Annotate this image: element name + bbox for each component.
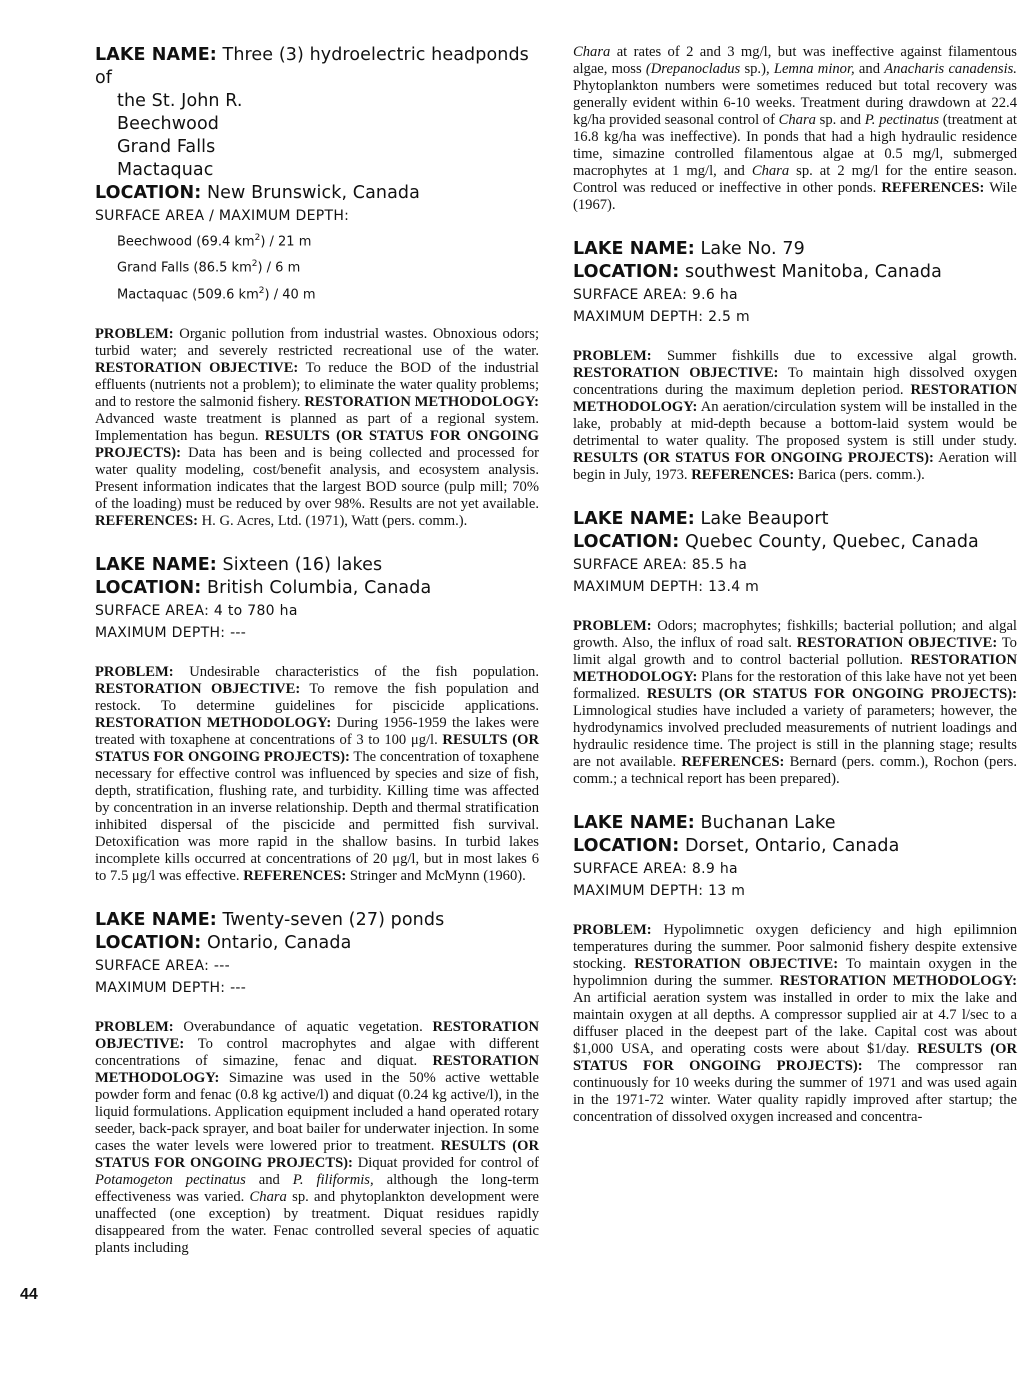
- entry-sixteen-lakes: [95, 554, 539, 885]
- lake-name-line: LAKE NAME: Three (3) hydroelectric headponds of: [95, 45, 529, 88]
- max-depth-line: MAXIMUM DEPTH: 2.5 m: [573, 309, 750, 325]
- sub-lake: Mactaquac: [117, 160, 214, 180]
- right-column: [573, 44, 1017, 1126]
- max-depth-line: MAXIMUM DEPTH: 13 m: [573, 883, 746, 899]
- location-line: LOCATION: Dorset, Ontario, Canada: [573, 836, 900, 856]
- entry-body: PROBLEM: Undesirable characteristics of the fish population. RESTORATION OBJECTIVE: To remove the fish population and restock. To determine guidelines for piscicide applications. RESTORATION METHODOLOGY: During 1956-1959 the lakes were treated with toxaphene at concentrations of 3 to 100 μg/l. RESULTS (OR STATUS FOR ONGOING PROJECTS): The concentration of toxaphene necessary for effective control was influenced by species and size of fish, depth, stratification, flushing rate, and turbidity. Killing time was affected by concentration in an inverse relationship. Depth and thermal stratification inhibited dispersal of the piscicide and permitted fish survival. Detoxification was more rapid in the shallow basins. In turbid lakes incomplete kills occurred at concentrations of 20 μg/l, but in most lakes 6 to 7.5 μg/l was effective. REFERENCES: Stringer and McMynn (1960).: [95, 663, 540, 884]
- entry-body-continued: Chara at rates of 2 and 3 mg/l, but was ineffective against filamentous algae, moss (Drepanocladus sp.), Lemna minor, and Anacharis canadensis. Phytoplankton numbers were sometimes reduced but total recovery was generally evident within 6-10 weeks. Treatment during drawdown at 22.4 kg/ha provided seasonal control of Chara sp. and P. pectinatus (treatment at 16.8 kg/ha was ineffective). In ponds that had a high hydraulic residence time, simazine controlled filamentous algae at 0.5 mg/l, submerged macrophytes at 1 mg/l, and Chara sp. at 2 mg/l for the entire season. Control was reduced or ineffective in other ponds. REFERENCES: Wile (1967).: [573, 44, 1017, 213]
- area-row: Mactaquac (509.6 $km^2) / 40$ m: [117, 285, 316, 302]
- entry-lake-beauport: [573, 508, 1017, 788]
- location-line: LOCATION: Quebec County, Quebec, Canada: [573, 532, 979, 552]
- lake-name-line: LAKE NAME: Lake No. 79: [573, 239, 805, 259]
- entry-body: PROBLEM: Hypolimnetic oxygen deficiency and high epilimnion temperatures during the summer. Poor salmonid fishery despite extensive stocking. RESTORATION OBJECTIVE: To maintain oxygen in the hypolimnion during the summer. RESTORATION METHODOLOGY: An artificial aeration system was installed in order to mix the lake and maintain oxygen at all depths. A compressor supplied air at 4.7 l/sec to a diffuser placed in the deepest part of the lake. Capital cost was about $1,000 USA, and operating costs were about $1/day. RESULTS (OR STATUS FOR ONGOING PROJECTS): The compressor ran continuously for 10 weeks during the summer of 1971 and was used again in the 1971-72 winter. Water quality rapidly improved after startup; the concentration of dissolved oxygen increased and concentra-: [573, 922, 1017, 1125]
- entry-buchanan-lake: [573, 812, 1017, 1126]
- max-depth-line: MAXIMUM DEPTH: ---: [95, 624, 247, 641]
- surface-area-line: SURFACE AREA: ---: [95, 957, 230, 974]
- left-column: [95, 44, 539, 1257]
- max-depth-line: MAXIMUM DEPTH: ---: [95, 979, 247, 996]
- max-depth-line: MAXIMUM DEPTH: 13.4 m: [573, 579, 760, 595]
- lake-name-line: LAKE NAME: Sixteen (16) lakes: [95, 554, 383, 575]
- location-line: LOCATION: Ontario, Canada: [95, 932, 352, 953]
- lake-name-cont: the St. John R.: [117, 91, 243, 111]
- surface-area-line: SURFACE AREA: 85.5 ha: [573, 557, 748, 573]
- lake-name-line: LAKE NAME: Buchanan Lake: [573, 813, 836, 833]
- lake-name-line: LAKE NAME: Lake Beauport: [573, 509, 829, 529]
- entry-headponds: [95, 44, 539, 530]
- location-line: LOCATION: southwest Manitoba, Canada: [573, 262, 942, 282]
- sub-lake: Grand Falls: [117, 137, 216, 157]
- entry-body: PROBLEM: Summer fishkills due to excessive algal growth. RESTORATION OBJECTIVE: To maintain high dissolved oxygen concentrations during the maximum depletion period. RESTORATION METHODOLOGY: An aeration/circulation system will be installed in the lake, probably at mid-depth because a bottom-laid system would be detrimental to water quality. The proposed system is still under study. RESULTS (OR STATUS FOR ONGOING PROJECTS): Aeration will begin in July, 1973. REFERENCES: Barica (pers. comm.).: [573, 348, 1018, 483]
- entry-body: PROBLEM: Organic pollution from industrial wastes. Obnoxious odors; turbid water; and severely restricted recreational use of the water. RESTORATION OBJECTIVE: To reduce the BOD of the industrial effluents (nutrients not a problem); to eliminate the water quality problems; and to restore the salmonid fishery. RESTORATION METHODOLOGY: Advanced waste treatment is planned as part of a regional system. Implementation has begun. RESULTS (OR STATUS FOR ONGOING PROJECTS): Data has been and is being collected and processed for water quality modeling, cost/benefit analysis, and ecosystem analysis. Present information indicates that the largest BOD source (pulp mill; 70% of the loading) must be reduced by over 98%. Results are not yet available. REFERENCES: H. G. Acres, Ltd. (1971), Watt (pers. comm.).: [95, 325, 540, 529]
- entry-body: PROBLEM: Odors; macrophytes; fishkills; bacterial pollution; and algal growth. Also, the influx of road salt. RESTORATION OBJECTIVE: To limit algal growth and to control bacterial pollution. RESTORATION METHODOLOGY: Plans for the restoration of this lake have not yet been formalized. RESULTS (OR STATUS FOR ONGOING PROJECTS): Limnological studies have included a variety of parameters; however, the hydrodynamics involved precluded measurements of nutrient loadings and hydraulic residence time. The project is still in the planning stage; results are not available. REFERENCES: Bernard (pers. comm.), Rochon (pers. comm.; a technical report has been prepared).: [573, 618, 1018, 787]
- surface-area-depth-label: SURFACE AREA / MAXIMUM DEPTH:: [95, 208, 350, 224]
- surface-area-line: SURFACE AREA: 4 to 780 ha: [95, 602, 298, 619]
- area-row: Grand Falls (86.5 $km^2) / 6$ m: [117, 259, 301, 276]
- sub-lake: Beechwood: [117, 114, 219, 134]
- entry-twenty-seven-ponds: [95, 909, 539, 1257]
- lake-name-line: LAKE NAME: Twenty-seven (27) ponds: [95, 909, 445, 930]
- location-line: LOCATION: British Columbia, Canada: [95, 577, 432, 598]
- location-line: LOCATION: New Brunswick, Canada: [95, 183, 420, 203]
- page-number: 44: [20, 1286, 38, 1303]
- surface-area-line: SURFACE AREA: 8.9 ha: [573, 861, 738, 877]
- area-row: Beechwood (69.4 $km^2) / 21$ m: [117, 233, 312, 250]
- entry-body: PROBLEM: Overabundance of aquatic vegetation. RESTORATION OBJECTIVE: To control macrophytes and algae with different concentrations of simazine, fenac and diquat. RESTORATION METHODOLOGY: Simazine was used in the 50% active wettable powder form and fenac (0.8 kg active/l) and diquat (0.24 kg active/l), in the liquid formulations. Application equipment included a hand operated rotary seeder, back-pack sprayer, and boat bailer for underwater injection. In some cases the water levels were lowered prior to treatment. RESULTS (OR STATUS FOR ONGOING PROJECTS): Diquat provided for control of Potamogeton pectinatus and P. filiformis, although the long-term effectiveness was varied. Chara sp. and phytoplankton development were unaffected (one exception) by treatment. Diquat residues rapidly disappeared from the water. Fenac controlled several species of aquatic plants including: [95, 1018, 539, 1256]
- surface-area-line: SURFACE AREA: 9.6 ha: [573, 287, 738, 303]
- entry-lake-no-79: [573, 238, 1017, 484]
